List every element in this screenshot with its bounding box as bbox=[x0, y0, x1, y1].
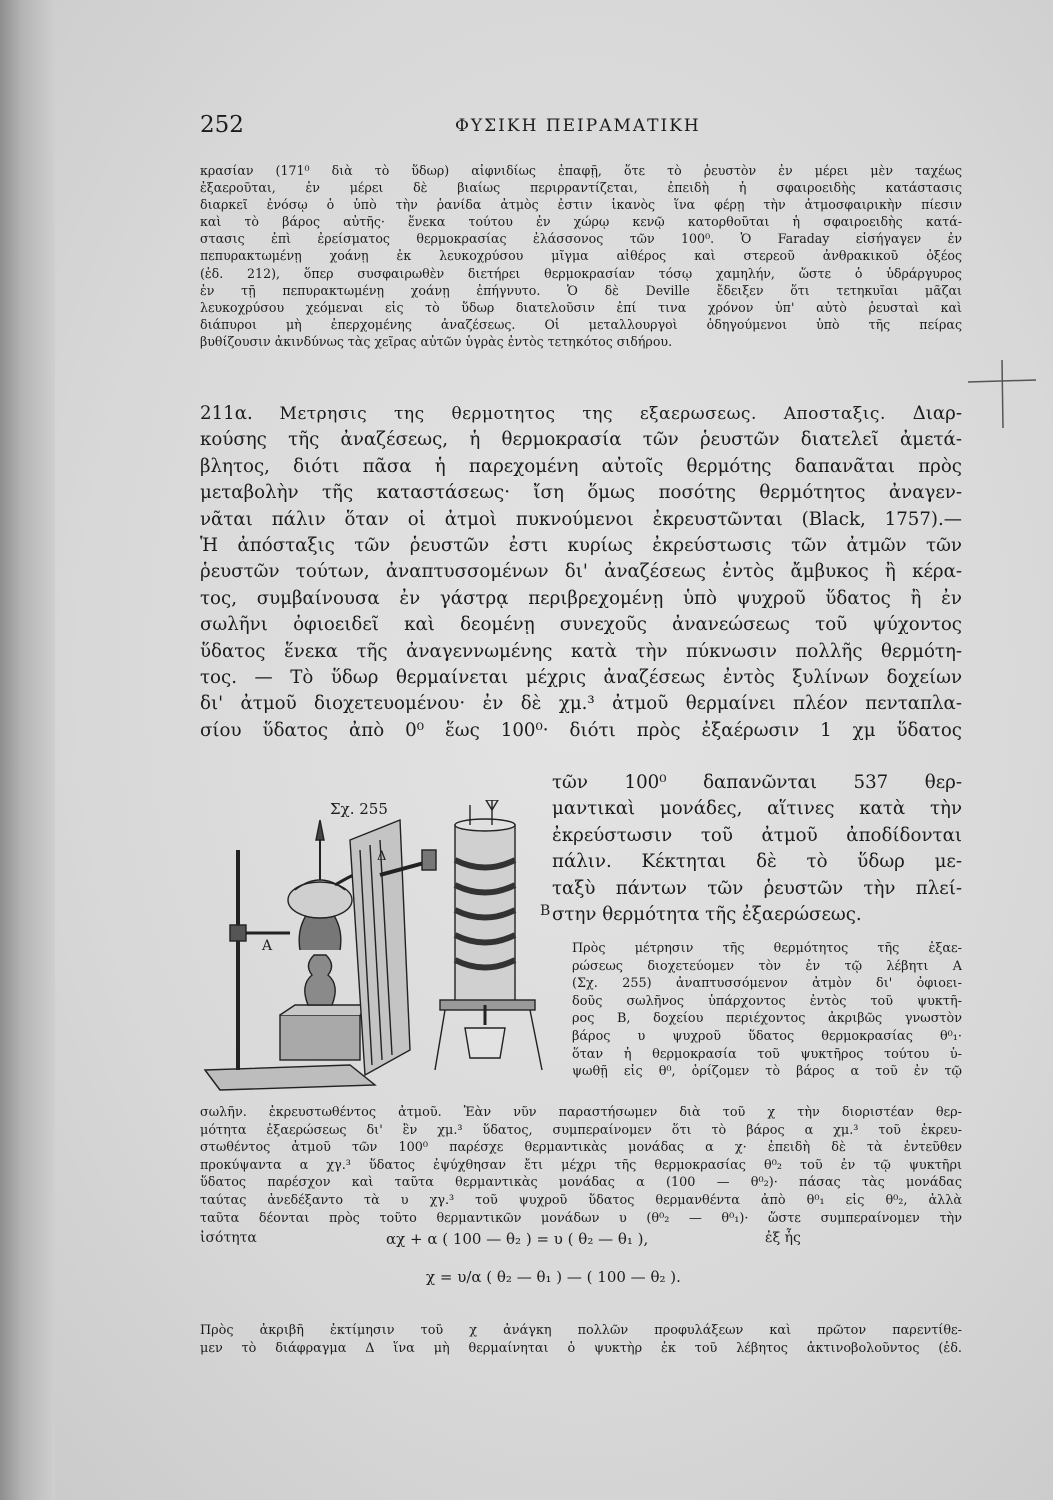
text-line: καὶ τὸ βάρος αὐτῆς· ἕνεκα τούτου ἐν χώρῳ κενῷ κατορθοῦται ἡ σφαιροειδὴς κατά- bbox=[200, 214, 962, 230]
text-line: Ἡ ἀπόσταξις τῶν ῥευστῶν ἐστι κυρίως ἐκρεύστωσις τῶν ἀτμῶν τῶν bbox=[200, 535, 962, 557]
text-line: (ἐδ. 212), ὅπερ συσφαιρωθὲν διετήρει θερμοκρασίαν τόσῳ χαμηλήν, ὥστε ὁ ὑδράργυρος bbox=[200, 265, 962, 281]
text-line: ἐκρεύστωσιν τοῦ ἀτμοῦ ἀποδίδονται bbox=[552, 824, 962, 846]
right-column-text bbox=[552, 770, 962, 928]
text-line: ταξὺ πάντων τῶν ῥευστῶν τὴν πλεί- bbox=[552, 877, 962, 899]
text-line: μαντικαὶ μονάδες, αἵτινες κατὰ τὴν bbox=[552, 798, 962, 820]
text-line: κούσης τῆς ἀναζέσεως, ἡ θερμοκρασία τῶν ῥευστῶν διατελεῖ ἀμετά- bbox=[200, 429, 962, 451]
text-line: νᾶται πάλιν ὅταν οἱ ἀτμοὶ πυκνούμενοι ἐκρευστῶνται (Black, 1757).— bbox=[200, 508, 962, 530]
text-line: προκύψαντα α χγ.³ ὕδατος ἐψύχθησαν ἔτι μέχρι τῆς θερμοκρασίας θ⁰₂ τοῦ ἐν τῷ ψυκτῆρι bbox=[200, 1157, 962, 1173]
section-heading: Μετρησις της θερμοτητος της εξαερωσεως. Αποσταξις. bbox=[279, 404, 886, 424]
text-line: ῥευστῶν τούτων, ἀναπτυσσομένων δι' ἀναζέσεως ἐντὸς ἄμβυκος ἢ κέρα- bbox=[200, 561, 962, 583]
text-line: στασις ἐπὶ ἐρείσματος θερμοκρασίας ἐλάσσονος τῶν 100⁰. Ὁ Faraday εἰσήγαγεν ἐν bbox=[200, 231, 962, 247]
text-line: τος, συμβαίνουσα ἐν γάστρᾳ περιβρεχομένῃ ὑπὸ ψυχροῦ ὕδατος ἢ ἐν bbox=[200, 587, 962, 609]
figure-caption: Σχ. 255 bbox=[330, 800, 388, 818]
text-line: μεταβολὴν τῆς καταστάσεως· ἴση ὅμως ποσότης θερμότητος ἀναγεν- bbox=[200, 482, 962, 504]
top-paragraph bbox=[200, 162, 962, 350]
page-header bbox=[200, 112, 960, 142]
text-line: μεν τὸ διάφραγμα Δ ἵνα μὴ θερμαίνηται ὁ ψυκτὴρ ἐκ τοῦ λέβητος ἀκτινοβολοῦντος (ἐδ. bbox=[200, 1341, 962, 1356]
text-line: διαρκεῖ ἐνόσῳ ὁ ὑπὸ τὴν ῥανίδα ἀτμὸς ἐστιν ἱκανὸς ἵνα φέρῃ τὴν ἀτμοσφαιρικὴν πίεσιν bbox=[200, 197, 962, 213]
text-line: ρος Β, δοχείου περιέχοντος ἀκριβῶς γνωστὸν bbox=[572, 1011, 962, 1027]
text-line: πεπυρακτωμένῃ χοάνῃ ἐκ λευκοχρύσου μῖγμα αἰθέρος καὶ στερεοῦ ἀνθρακικοῦ ὀξέος bbox=[200, 248, 962, 264]
section-number: 211α. bbox=[200, 403, 253, 424]
distillation-apparatus-illustration bbox=[200, 800, 552, 1100]
label-b: Β bbox=[540, 903, 551, 919]
text-line: μότητα ἐξαερώσεως δι' ἓν χμ.³ ὕδατος, συμπεραίνομεν ὅτι τὸ βάρος α χμ.³ τοῦ ἐκρευ- bbox=[200, 1122, 962, 1138]
final-paragraph bbox=[200, 1322, 962, 1358]
binding-gutter bbox=[0, 0, 55, 1500]
text-line: ὅταν ἡ θερμοκρασία τοῦ ψυκτῆρος τούτου ὑ- bbox=[572, 1046, 962, 1062]
text-line: βυθίζουσιν ἀκινδύνως τὰς χεῖρας αὐτῶν ὑγρὰς ἐντὸς τετηκότος σιδήρου. bbox=[200, 333, 673, 349]
text-line: δοῦς σωλῆνος ὑπάρχοντος ἐντὸς τοῦ ψυκτῆ- bbox=[572, 993, 962, 1009]
text-line: ἐξαεροῦται, ἐν μέρει δὲ βιαίως περιρραντίζεται, ἐπειδὴ ἡ σφαιροειδὴς κατάστασις bbox=[200, 180, 962, 196]
text-line: βάρος υ ψυχροῦ ὕδατος θερμοκρασίας θ⁰₁· bbox=[572, 1028, 962, 1044]
text-line: πάλιν. Κέκτηται δὲ τὸ ὕδωρ με- bbox=[552, 851, 962, 873]
equality-label: ἰσότητα bbox=[200, 1230, 257, 1246]
text-line: στωθέντος ἀτμοῦ τῶν 100⁰ παρέσχε θερμαντικὰς μονάδας α χ· ἐπειδὴ δὲ τὰ ἐντεῦθεν bbox=[200, 1140, 962, 1156]
label-a: Α bbox=[262, 938, 273, 954]
section-211a bbox=[200, 401, 962, 744]
figure-255 bbox=[200, 800, 552, 1100]
measure-paragraph-right bbox=[572, 940, 962, 1081]
text-line: στην θερμότητα τῆς ἐξαερώσεως. bbox=[552, 904, 862, 926]
text-line: διάπυροι μὴ ἐπερχομένης ἀναζέσεως. Οἱ μεταλλουργοὶ ὁδηγούμενοι ὑπὸ τῆς πείρας bbox=[200, 316, 962, 332]
text-line: σίου ὕδατος ἀπὸ 0⁰ ἕως 100⁰· διότι πρὸς ἐξαέρωσιν 1 χμ ὕδατος bbox=[200, 719, 962, 741]
equation-1: αχ + α ( 100 — θ₂ ) = υ ( θ₂ — θ₁ ), bbox=[386, 1230, 649, 1248]
text-line: ταύτας ἀνεδέξαντο τὰ υ χγ.³ τοῦ ψυχροῦ ὕδατος θερμανθέντα ἀπὸ θ⁰₁ εἰς θ⁰₂, ἀλλὰ bbox=[200, 1192, 962, 1208]
text-line: ὕδατος παρέσχον καὶ ταῦτα θερμαντικὰς μονάδας α (100 — θ⁰₂)· πάσας τὰς μονάδας bbox=[200, 1175, 962, 1191]
equation-2: χ = υ/α ( θ₂ — θ₁ ) — ( 100 — θ₂ ). bbox=[426, 1268, 681, 1286]
text-line: δι' ἀτμοῦ διοχετευομένου· ἐν δὲ χμ.³ ἀτμοῦ θερμαίνει πλέον πενταπλα- bbox=[200, 693, 962, 715]
text-line: κρασίαν (171⁰ διὰ τὸ ὕδωρ) αἰφνιδίως ἐπαφῇ, ὅτε τὸ ῥευστὸν ἐν μέρει μὲν ταχέως bbox=[200, 163, 962, 178]
page-number: 252 bbox=[200, 112, 244, 138]
text-line: τος. — Τὸ ὕδωρ θερμαίνεται μέχρις ἀναζέσεως ἐντὸς ξυλίνων δοχείων bbox=[200, 667, 962, 689]
margin-cross-mark bbox=[968, 360, 1038, 430]
text-line: ψωθῇ εἰς θ⁰, ὁρίζομεν τὸ βάρος α τοῦ ἐν τῷ bbox=[572, 1064, 962, 1080]
equation-1-suffix: ἐξ ἧς bbox=[765, 1230, 801, 1246]
text-line: σωλῆνι ὀφιοειδεῖ καὶ δεομένῃ συνεχοῦς ἀνανεώσεως τοῦ ψύχοντος bbox=[200, 614, 962, 636]
measure-paragraph-full bbox=[200, 1104, 962, 1227]
text-line: ὕδατος ἕνεκα τῆς ἀναγεννωμένης κατὰ τὴν πύκνωσιν πολλῆς θερμότη- bbox=[200, 640, 962, 662]
text-line: (Σχ. 255) ἀναπτυσσόμενον ἀτμὸν δι' ὀφιοει- bbox=[572, 976, 962, 992]
section-first-word: Διαρ- bbox=[912, 403, 962, 424]
text-line: ρώσεως διοχετεύομεν τὸν ἐν τῷ λέβητι Α bbox=[572, 958, 962, 974]
text-line: βλητος, διότι πᾶσα ἡ παρεχομένη αὐτοῖς θερμότης δαπανᾶται πρὸς bbox=[200, 455, 962, 477]
text-line: ἐν τῇ πεπυρακτωμένῃ χοάνῃ ἐπήγνυτο. Ὁ δὲ Deville ἔδειξεν ὅτι τετηκυῖαι μᾶζαι bbox=[200, 282, 962, 298]
text-line: ταῦτα δέονται πρὸς τοῦτο θερμαντικῶν μονάδων υ (θ⁰₂ — θ⁰₁)· ὥστε συμπεραίνομεν τὴν bbox=[200, 1210, 962, 1226]
text-line: σωλῆν. ἐκρευστωθέντος ἀτμοῦ. Ἐὰν νῦν παραστήσωμεν διὰ τοῦ χ τὴν διοριστέαν θερ- bbox=[200, 1105, 962, 1120]
text-line: τῶν 100⁰ δαπανῶνται 537 θερ- bbox=[552, 772, 962, 793]
text-line: λευκοχρύσου χεόμεναι εἰς τὸ ὕδωρ διατελοῦσιν ἐπί τινα χρόνον ὑπ' αὐτὸ ῥευσταὶ καὶ bbox=[200, 299, 962, 315]
running-title: ΦΥΣΙΚΗ ΠΕΙΡΑΜΑΤΙΚΗ bbox=[455, 116, 701, 136]
label-d: Δ bbox=[377, 849, 387, 864]
text-line: Πρὸς μέτρησιν τῆς θερμότητος τῆς ἐξαε- bbox=[572, 941, 962, 956]
section-heading-line bbox=[200, 401, 962, 427]
text-line: Πρὸς ἀκριβῆ ἐκτίμησιν τοῦ χ ἀνάγκη πολλῶν προφυλάξεων καὶ πρῶτον παρεντίθε- bbox=[200, 1323, 962, 1338]
